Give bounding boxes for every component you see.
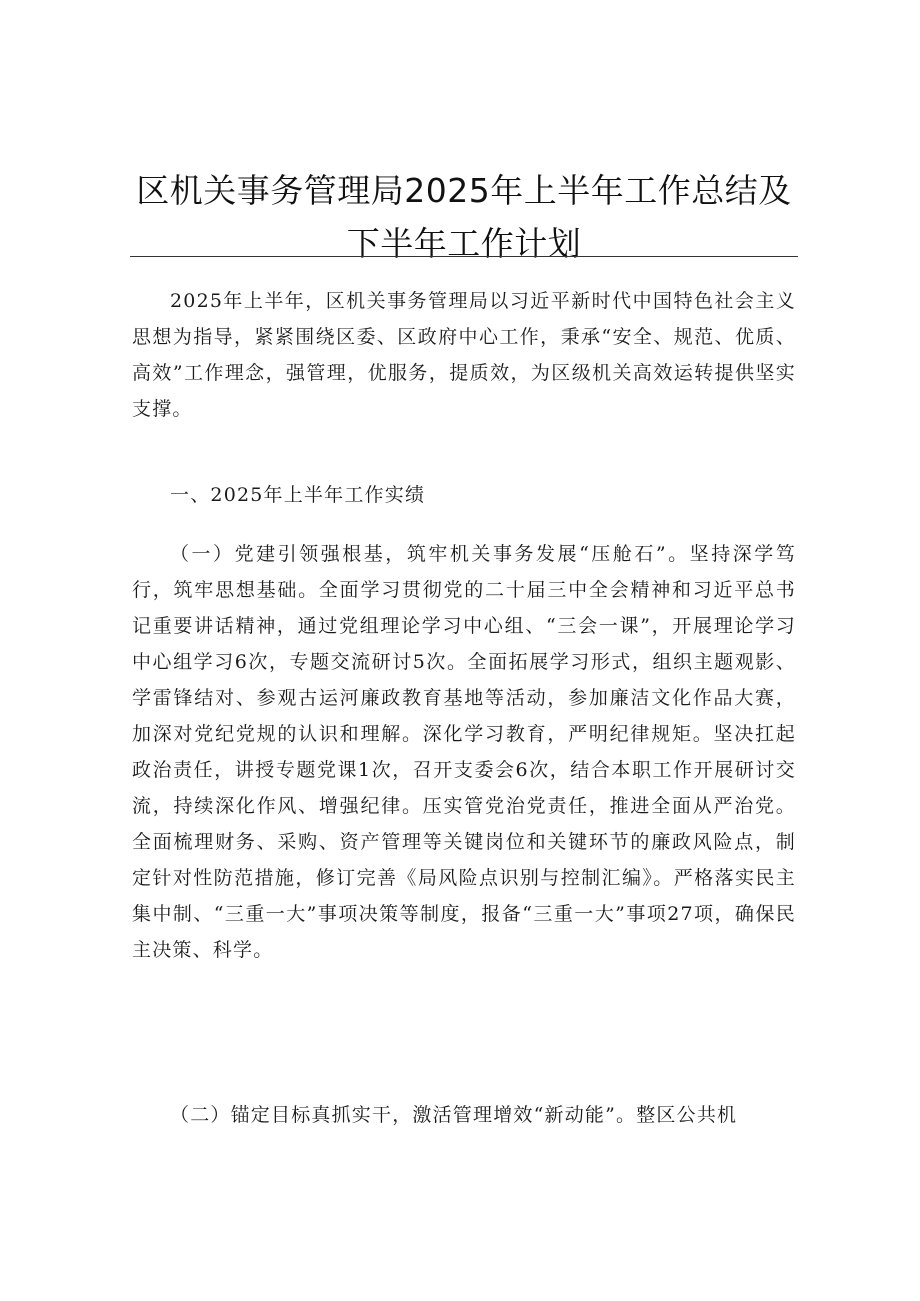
- title-divider: [130, 256, 798, 257]
- document-title-line1: 区机关事务管理局2025年上半年工作总结及: [136, 171, 792, 210]
- document-title-line2: 下半年工作计划: [346, 224, 582, 263]
- body-paragraph-1: （一）党建引领强根基，筑牢机关事务发展“压舱石”。坚持深学笃行，筑牢思想基础。全面学习贯彻党的二十届三中全会精神和习近平总书记重要讲话精神，通过党组理论学习中心组、“三会一课”，开展理论学习中心组学习6次，专题交流研讨5次。全面拓展学习形式，组织主题观影、学雷锋结对、参观古运河廉政教育基地等活动，参加廉洁文化作品大赛，加深对党纪党规的认识和理解。深化学习教育，严明纪律规矩。坚决扛起政治责任，讲授专题党课1次，召开支委会6次，结合本职工作开展研讨交流，持续深化作风、增强纪律。压实管党治党责任，推进全面从严治党。全面梳理财务、采购、资产管理等关键岗位和关键环节的廉政风险点，制定针对性防范措施，修订完善《局风险点识别与控制汇编》。严格落实民主集中制、“三重一大”事项决策等制度，报备“三重一大”事项27项，确保民主决策、科学。: [132, 543, 796, 961]
- body-paragraph-2: （二）锚定目标真抓实干，激活管理增效“新动能”。整区公共机: [170, 1104, 738, 1126]
- intro-paragraph: 2025年上半年，区机关事务管理局以习近平新时代中国特色社会主义思想为指导，紧紧围绕区委、区政府中心工作，秉承“安全、规范、优质、高效”工作理念，强管理，优服务，提质效，为区级机关高效运转提供坚实支撑。: [132, 290, 796, 420]
- section-heading: 一、2025年上半年工作实绩: [170, 484, 426, 506]
